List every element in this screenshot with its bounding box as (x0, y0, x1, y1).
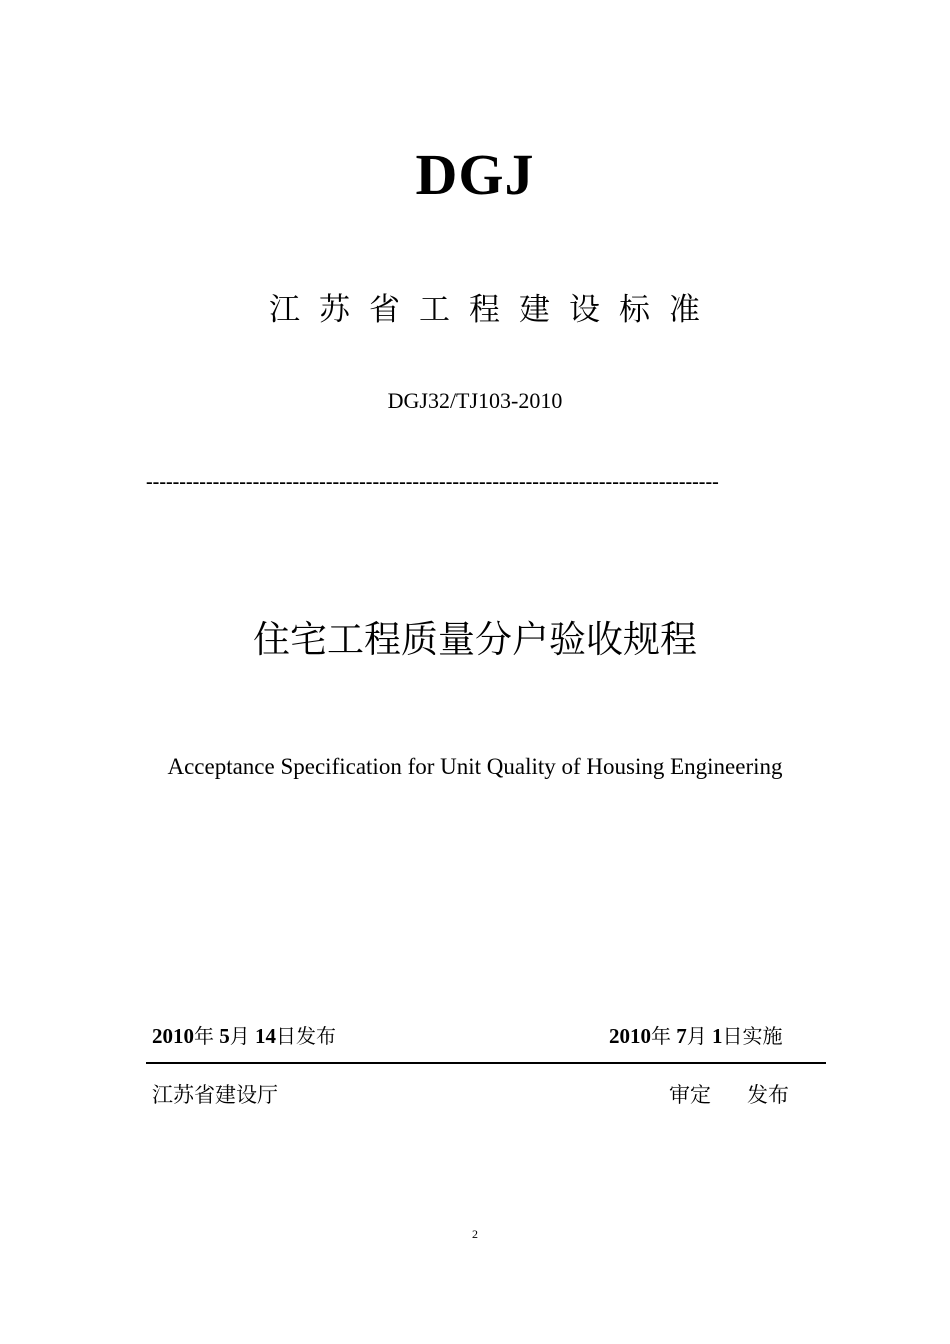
effective-day: 1 (712, 1024, 723, 1048)
issue-month: 5 (219, 1024, 230, 1048)
issue-day-unit: 日发布 (276, 1024, 336, 1048)
organization-heading: 江苏省工程建设标准 (269, 292, 719, 328)
issue-year-unit: 年 (194, 1024, 214, 1048)
issue-month-unit: 月 (229, 1024, 250, 1048)
approve-label: 审定 (669, 1083, 711, 1107)
effective-month: 7 (676, 1024, 687, 1048)
effective-date (609, 1021, 783, 1051)
issue-year: 2010 (152, 1024, 194, 1048)
issuing-department: 江苏省建设厅 (152, 1083, 278, 1107)
issue-date (152, 1021, 336, 1051)
standard-code: DGJ32/TJ103-2010 (387, 388, 563, 413)
standard-logo: DGJ (415, 142, 535, 207)
page-number: 2 (472, 1227, 478, 1241)
effective-year-unit: 年 (651, 1024, 671, 1048)
document-title-chinese: 住宅工程质量分户验收规程 (253, 618, 697, 661)
horizontal-rule (146, 1062, 826, 1064)
document-title-english: Acceptance Specification for Unit Quality of Housing Engineering (167, 754, 783, 779)
publish-label: 发布 (747, 1083, 789, 1107)
issue-day: 14 (255, 1024, 276, 1048)
dashed-separator: -------------------------------------------------------------------------------------- (146, 471, 719, 493)
approval-statement (669, 1080, 789, 1110)
effective-day-unit: 日实施 (722, 1024, 783, 1048)
effective-month-unit: 月 (686, 1024, 707, 1048)
effective-year: 2010 (609, 1024, 651, 1048)
